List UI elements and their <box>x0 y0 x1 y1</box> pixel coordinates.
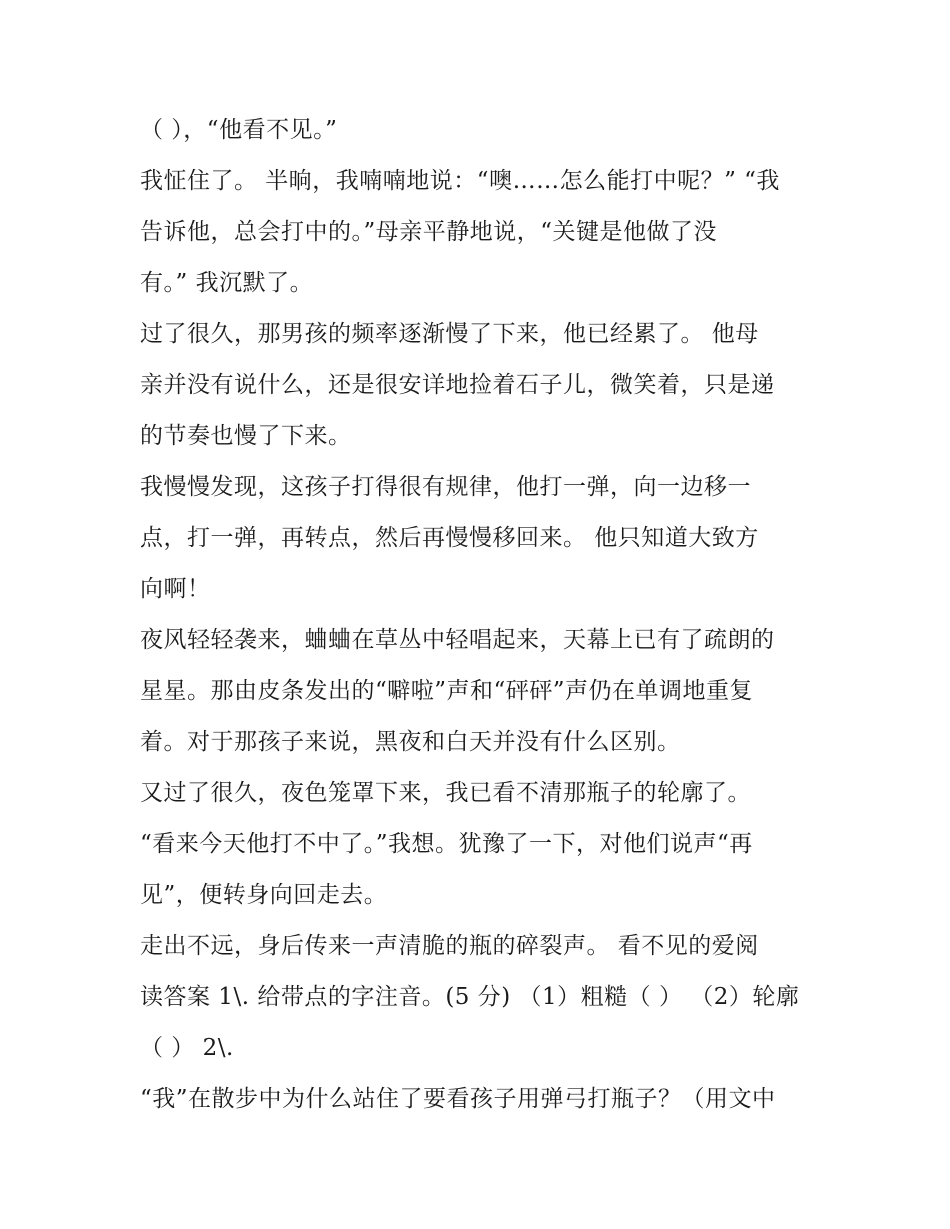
text-line: 过了很久，那男孩的频率逐渐慢了下来，他已经累了。 他母 <box>140 321 759 347</box>
text-line: 告诉他，总会打中的。”母亲平静地说，“关键是他做了没 <box>140 219 718 245</box>
text-line: 我慢慢发现，这孩子打得很有规律，他打一弹，向一边移一 <box>140 474 751 500</box>
text-line: “我”在散步中为什么站住了要看孩子用弹弓打瓶子？（用文中 <box>140 1086 776 1112</box>
text-line: （ ），“他看不见。” <box>140 117 338 143</box>
text-line: 点，打一弹，再转点，然后再慢慢移回来。 他只知道大致方 <box>140 525 759 551</box>
text-line: 有。” 我沉默了。 <box>140 270 314 296</box>
text-line: 见”，便转身向回走去。 <box>140 882 388 908</box>
text-line: 读答案 1\. 给带点的字注音。(5 分) （1）粗糙（ ） （2）轮廓 <box>140 984 800 1010</box>
text-line: 星星。那由皮条发出的“噼啦”声和“砰砰”声仍在单调地重复 <box>140 678 754 704</box>
text-line: 的节奏也慢了下来。 <box>140 423 352 449</box>
text-line: 我怔住了。 半晌，我喃喃地说：“噢……怎么能打中呢？” “我 <box>140 168 780 194</box>
text-line: 走出不远，身后传来一声清脆的瓶的碎裂声。 看不见的爱阅 <box>140 933 759 959</box>
text-line: （ ） 2\. <box>140 1035 234 1061</box>
text-line: 着。对于那孩子来说，黑夜和白天并没有什么区别。 <box>140 729 681 755</box>
text-line: 夜风轻轻袭来，蛐蛐在草丛中轻唱起来，天幕上已有了疏朗的 <box>140 627 775 653</box>
text-line: 亲并没有说什么，还是很安详地捡着石子儿，微笑着，只是递 <box>140 372 775 398</box>
text-line: 又过了很久，夜色笼罩下来，我已看不清那瓶子的轮廓了。 <box>140 780 751 806</box>
text-line: 向啊！ <box>140 576 211 602</box>
document-page <box>140 109 830 1129</box>
text-line: “看来今天他打不中了。”我想。犹豫了一下，对他们说声“再 <box>140 831 753 857</box>
